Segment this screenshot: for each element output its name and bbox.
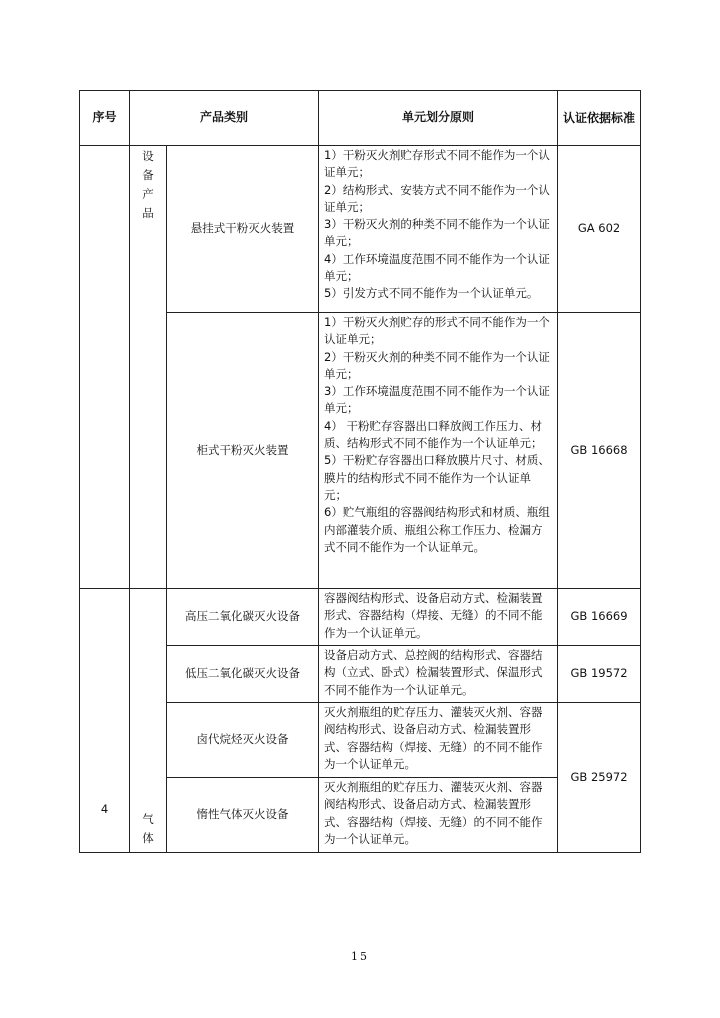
header-seq: 序号 <box>80 91 130 146</box>
rule-cell <box>319 313 558 589</box>
seq-cell-empty <box>80 146 130 589</box>
sub-category-char: 备 <box>142 168 154 182</box>
product-name: 高压二氧化碳灭火设备 <box>167 589 319 646</box>
rule-cell <box>319 778 558 853</box>
rule-item: 设备启动方式、总控阀的结构形式、容器结构（立式、卧式）检漏装置形式、保温形式不同不能作为一个认证单元。 <box>324 648 543 697</box>
table-row <box>80 146 641 313</box>
seq-number: 4 <box>80 589 130 853</box>
rule-item: 5）干粉贮存容器出口释放膜片尺寸、材质、膜片的结构形式不同不能作为一个认证单元； <box>324 453 550 502</box>
rule-item: 灭火剂瓶组的贮存压力、灌装灭火剂、容器阀结构形式、设备启动方式、检漏装置形式、容器结构（焊接、无缝）的不同不能作为一个认证单元。 <box>324 780 543 846</box>
standard-code: GB 25972 <box>558 703 641 853</box>
rule-cell <box>319 703 558 778</box>
sub-category-char: 体 <box>142 831 154 845</box>
standard-code: GB 19572 <box>558 646 641 703</box>
standard-code: GB 16668 <box>558 313 641 589</box>
rule-cell <box>319 146 558 313</box>
rule-item: 1）干粉灭火剂贮存形式不同不能作为一个认证单元； <box>324 148 550 180</box>
header-category: 产品类别 <box>130 91 319 146</box>
product-name: 卤代烷烃灭火设备 <box>167 703 319 778</box>
rule-cell <box>319 646 558 703</box>
rule-item: 3）干粉灭火剂的种类不同不能作为一个认证单元； <box>324 217 550 249</box>
header-principle: 单元划分原则 <box>319 91 558 146</box>
table-row <box>80 589 641 646</box>
page-number: 15 <box>351 950 369 963</box>
product-name: 惰性气体灭火设备 <box>167 778 319 853</box>
rule-item: 6）贮气瓶组的容器阀结构形式和材质、瓶组内部灌装介质、瓶组公称工作压力、检漏方式不同不能作为一个认证单元。 <box>324 505 550 554</box>
rule-item: 5）引发方式不同不能作为一个认证单元。 <box>324 286 539 301</box>
sub-category-equipment <box>130 146 167 589</box>
rule-item: 容器阀结构形式、设备启动方式、检漏装置形式、容器结构（焊接、无缝）的不同不能作为一个认证单元。 <box>324 591 543 640</box>
certification-unit-table <box>79 90 641 853</box>
sub-category-char: 气 <box>142 812 154 826</box>
table-header-row <box>80 91 641 146</box>
rule-item: 3）工作环境温度范围不同不能作为一个认证单元； <box>324 384 550 416</box>
product-name: 低压二氧化碳灭火设备 <box>167 646 319 703</box>
rule-item: 灭火剂瓶组的贮存压力、灌装灭火剂、容器阀结构形式、设备启动方式、检漏装置形式、容器结构（焊接、无缝）的不同不能作为一个认证单元。 <box>324 705 543 771</box>
sub-category-gas <box>130 589 167 853</box>
product-name: 柜式干粉灭火装置 <box>167 313 319 589</box>
standard-code: GA 602 <box>558 146 641 313</box>
sub-category-char: 设 <box>142 149 154 163</box>
product-name: 悬挂式干粉灭火装置 <box>167 146 319 313</box>
standard-code: GB 16669 <box>558 589 641 646</box>
rule-item: 1）干粉灭火剂贮存的形式不同不能作为一个认证单元； <box>324 315 550 347</box>
rule-item: 4）工作环境温度范围不同不能作为一个认证单元； <box>324 251 550 284</box>
sub-category-char: 产 <box>142 187 154 201</box>
sub-category-char: 品 <box>142 206 154 220</box>
rule-cell <box>319 589 558 646</box>
header-standard <box>558 91 641 146</box>
rule-item: 4） 干粉贮存容器出口释放阀工作压力、材质、结构形式不同不能作为一个认证单元； <box>324 418 543 451</box>
rule-item: 2）干粉灭火剂的种类不同不能作为一个认证单元； <box>324 349 550 381</box>
header-standard-text: 认证依据标准 <box>563 111 636 125</box>
rule-item: 2）结构形式、安装方式不同不能作为一个认证单元； <box>324 182 550 214</box>
